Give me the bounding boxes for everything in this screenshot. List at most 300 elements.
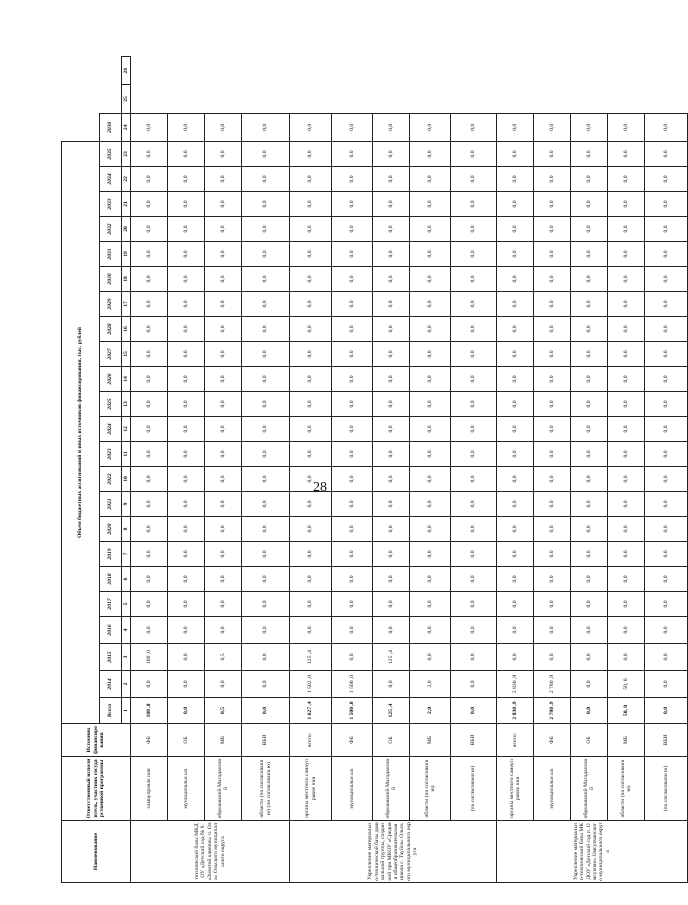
header-index-4: 4 — [122, 617, 131, 644]
row-executor: (по согласовани ю) — [645, 757, 688, 821]
header-index-19: 19 — [122, 242, 131, 267]
row-value-year: 0,0 — [645, 367, 688, 392]
row-source: ОБ — [168, 724, 205, 757]
row-value-year: 0,0 — [645, 267, 688, 292]
row-value-total: 2 830 ,9 — [497, 698, 534, 724]
row-value-year: 0,0 — [373, 367, 410, 392]
row-value-year: 0,0 — [645, 417, 688, 442]
row-value-v2014: 0,0 — [168, 671, 205, 698]
header-index-23: 23 — [122, 141, 131, 166]
row-value-year: 0,0 — [608, 242, 645, 267]
row-source: ВБИ — [451, 724, 497, 757]
row-value-year: 0,0 — [534, 267, 571, 292]
row-value-total: 1 627 ,4 — [290, 698, 332, 724]
row-source: ФБ — [534, 724, 571, 757]
row-value-year: 0,0 — [451, 492, 497, 517]
row-value-year: 0,0 — [205, 567, 242, 592]
row-value-year: 0,0 — [131, 141, 168, 166]
row-value-year: 0,0 — [571, 342, 608, 367]
row-value-year: 0,0 — [497, 113, 534, 141]
row-value-year: 0,0 — [451, 392, 497, 417]
row-value-year: 0,0 — [451, 342, 497, 367]
row-value-year: 0,0 — [608, 342, 645, 367]
row-source: МБ — [608, 724, 645, 757]
row-value-year: 0,0 — [373, 542, 410, 567]
row-value-year: 0,0 — [242, 317, 290, 342]
row-value-year: 0,0 — [373, 517, 410, 542]
row-value-year: 0,0 — [332, 517, 373, 542]
row-value-year: 0,0 — [410, 392, 451, 417]
header-index-22: 22 — [122, 167, 131, 192]
table-row — [242, 57, 290, 883]
table-row — [290, 57, 332, 883]
row-value-year: 0,0 — [332, 267, 373, 292]
row-value-year: 0,0 — [242, 267, 290, 292]
row-value-year: 0,0 — [534, 217, 571, 242]
row-value-year: 0,0 — [205, 217, 242, 242]
row-value-year: 0,0 — [131, 367, 168, 392]
row-executor: образований Магаданской — [205, 757, 242, 821]
row-value-year: 0,0 — [645, 592, 688, 617]
page-number: 28 — [313, 480, 327, 495]
table-row — [410, 57, 451, 883]
header-index-13: 13 — [122, 392, 131, 417]
header-index-9: 9 — [122, 492, 131, 517]
row-value-year: 0,0 — [534, 317, 571, 342]
row-source: ОБ — [373, 724, 410, 757]
row-value-year: 0,0 — [645, 242, 688, 267]
header-year-2022: 2022 — [100, 467, 122, 492]
row-value-year: 0,0 — [645, 567, 688, 592]
row-value-year: 0,0 — [332, 317, 373, 342]
row-value-year: 0,0 — [571, 267, 608, 292]
row-value-year: 0,0 — [373, 317, 410, 342]
row-value-year: 0,0 — [332, 492, 373, 517]
row-value-year: 0,0 — [497, 542, 534, 567]
row-value-year: 0,0 — [497, 342, 534, 367]
header-year-2021: 2021 — [100, 492, 122, 517]
row-value-year: 0,0 — [205, 392, 242, 417]
row-value-year: 0,0 — [410, 217, 451, 242]
row-value-year: 0,0 — [290, 367, 332, 392]
header-executor: Ответственный исполнитель, участник государственной программы — [62, 757, 131, 821]
row-value-year: 0,0 — [451, 567, 497, 592]
row-value-year: 0,0 — [645, 542, 688, 567]
row-executor: муниципальн ых — [332, 757, 373, 821]
row-value-year: 0,0 — [645, 192, 688, 217]
row-value-v2014: 0,0 — [205, 671, 242, 698]
header-index-1: 1 — [122, 698, 131, 724]
row-value-year: 0,0 — [608, 567, 645, 592]
row-value-total: 50, 0 — [608, 698, 645, 724]
row-value-year: 0,0 — [332, 342, 373, 367]
row-value-year: 0,0 — [242, 292, 290, 317]
row-value-year: 0,0 — [608, 467, 645, 492]
row-value-year: 0,0 — [290, 217, 332, 242]
row-value-year: 0,0 — [131, 592, 168, 617]
row-value-v2016: 0,0 — [451, 617, 497, 644]
row-value-year: 0,0 — [608, 192, 645, 217]
row-value-year: 0,0 — [242, 141, 290, 166]
row-value-year: 0,0 — [497, 492, 534, 517]
row-value-v2014: 0,0 — [242, 671, 290, 698]
row-value-year: 0,0 — [168, 367, 205, 392]
row-value-year: 0,0 — [205, 492, 242, 517]
row-value-year: 0,0 — [534, 141, 571, 166]
row-value-year: 0,0 — [168, 542, 205, 567]
table-row — [497, 57, 534, 883]
row-executor: органы местного самоуправле ния — [497, 757, 534, 821]
row-value-year: 0,0 — [571, 467, 608, 492]
row-value-year: 0,0 — [290, 442, 332, 467]
row-value-year: 0,0 — [242, 592, 290, 617]
row-value-year: 0,0 — [497, 592, 534, 617]
row-value-year: 0,0 — [205, 442, 242, 467]
row-value-v2016: 0,0 — [131, 617, 168, 644]
row-value-year: 0,0 — [571, 167, 608, 192]
row-value-total: 1 500 ,0 — [332, 698, 373, 724]
header-index-14: 14 — [122, 367, 131, 392]
row-value-year: 0,0 — [608, 217, 645, 242]
row-name: Укрепление материально-технической базы дошкольной группы, созданной при МКОУ «Средняя общеобразовательная школа с. Тауйск» Ольского муниципального округа — [290, 821, 497, 883]
row-value-year: 0,0 — [131, 492, 168, 517]
row-value-year: 0,0 — [131, 292, 168, 317]
row-value-year: 0,0 — [451, 267, 497, 292]
row-value-year: 0,0 — [534, 592, 571, 617]
row-value-total: 0,5 — [205, 698, 242, 724]
row-value-year: 0,0 — [534, 567, 571, 592]
row-value-year: 0,0 — [373, 267, 410, 292]
row-value-year: 0,0 — [131, 267, 168, 292]
funding-table — [61, 56, 688, 883]
row-value-year: 0,0 — [131, 517, 168, 542]
row-value-year: 0,0 — [645, 113, 688, 141]
row-value-year: 0,0 — [497, 467, 534, 492]
row-value-year: 0,0 — [534, 342, 571, 367]
header-year-2015: 2015 — [100, 644, 122, 671]
row-source: всего: — [290, 724, 332, 757]
header-year-2017: 2017 — [100, 592, 122, 617]
row-value-year: 0,0 — [290, 292, 332, 317]
row-value-v2015: 125 ,4 — [290, 644, 332, 671]
row-value-year: 0,0 — [332, 217, 373, 242]
row-value-v2014: 2 830 ,9 — [497, 671, 534, 698]
row-value-year: 0,0 — [168, 467, 205, 492]
row-value-year: 0,0 — [410, 542, 451, 567]
row-value-year: 0,0 — [373, 567, 410, 592]
row-value-year: 0,0 — [131, 442, 168, 467]
row-value-year: 0,0 — [645, 317, 688, 342]
row-value-year: 0,0 — [534, 467, 571, 492]
row-value-year: 0,0 — [497, 392, 534, 417]
row-value-year: 0,0 — [242, 367, 290, 392]
row-value-year: 0,0 — [645, 392, 688, 417]
header-year-2019: 2019 — [100, 542, 122, 567]
row-value-year: 0,0 — [242, 467, 290, 492]
row-value-total: 2 780 ,9 — [534, 698, 571, 724]
row-value-year: 0,0 — [205, 141, 242, 166]
row-value-v2014: 2,0 — [410, 671, 451, 698]
row-value-v2016: 0,0 — [242, 617, 290, 644]
row-value-year: 0,0 — [608, 317, 645, 342]
row-value-v2015: 125 ,4 — [373, 644, 410, 671]
row-value-year: 0,0 — [534, 367, 571, 392]
row-value-v2015: 0,0 — [332, 644, 373, 671]
row-value-v2014: 2 780 ,9 — [534, 671, 571, 698]
row-value-v2016: 0,0 — [645, 617, 688, 644]
row-value-year: 0,0 — [290, 192, 332, 217]
row-value-year: 0,0 — [168, 267, 205, 292]
header-row-title — [62, 57, 100, 883]
header-year-2027: 2027 — [100, 342, 122, 367]
header-index-16: 16 — [122, 317, 131, 342]
row-value-v2016: 0,0 — [332, 617, 373, 644]
row-value-year: 0,0 — [451, 242, 497, 267]
row-value-year: 0,0 — [131, 542, 168, 567]
row-executor: области (по согласовани ю) — [410, 757, 451, 821]
row-value-year: 0,0 — [571, 417, 608, 442]
header-index-3: 3 — [122, 644, 131, 671]
row-value-year: 0,0 — [205, 517, 242, 542]
row-value-year: 0,0 — [131, 192, 168, 217]
row-value-year: 0,0 — [242, 392, 290, 417]
header-source: Источник финансирования — [62, 724, 131, 757]
row-value-year: 0,0 — [332, 567, 373, 592]
row-value-year: 0,0 — [410, 141, 451, 166]
row-value-year: 0,0 — [608, 367, 645, 392]
row-value-v2014: 1 502 ,0 — [290, 671, 332, 698]
row-value-total: 0,0 — [451, 698, 497, 724]
row-value-year: 0,0 — [534, 492, 571, 517]
row-value-year: 0,0 — [410, 567, 451, 592]
table-row — [131, 57, 168, 883]
row-value-year: 0,0 — [497, 192, 534, 217]
row-value-year: 0,0 — [497, 167, 534, 192]
row-value-year: 0,0 — [410, 417, 451, 442]
row-value-year: 0,0 — [168, 141, 205, 166]
row-value-v2015: 0,0 — [608, 644, 645, 671]
row-value-year: 0,0 — [373, 342, 410, 367]
row-value-year: 0,0 — [242, 417, 290, 442]
row-value-year: 0,0 — [242, 167, 290, 192]
header-year-2016: 2016 — [100, 617, 122, 644]
row-value-year: 0,0 — [168, 492, 205, 517]
row-value-year: 0,0 — [534, 417, 571, 442]
row-value-year: 0,0 — [373, 467, 410, 492]
row-value-year: 0,0 — [534, 392, 571, 417]
row-value-year: 0,0 — [497, 367, 534, 392]
row-value-year: 0,0 — [332, 167, 373, 192]
header-year-2018: 2018 — [100, 567, 122, 592]
row-source: ФБ — [131, 724, 168, 757]
header-index-20: 20 — [122, 217, 131, 242]
row-value-year: 0,0 — [242, 442, 290, 467]
row-value-year: 0,0 — [373, 141, 410, 166]
row-value-year: 0,0 — [131, 167, 168, 192]
header-name: Наименование — [62, 821, 131, 883]
row-value-year: 0,0 — [410, 467, 451, 492]
row-value-year: 0,0 — [332, 192, 373, 217]
row-value-year: 0,0 — [608, 141, 645, 166]
row-value-year: 0,0 — [410, 167, 451, 192]
row-value-year: 0,0 — [332, 592, 373, 617]
row-value-year: 0,0 — [205, 417, 242, 442]
row-value-total: 0,0 — [645, 698, 688, 724]
row-value-year: 0,0 — [497, 517, 534, 542]
row-value-year: 0,0 — [497, 567, 534, 592]
row-value-year: 0,0 — [205, 542, 242, 567]
row-value-year: 0,0 — [373, 492, 410, 517]
row-value-year: 0,0 — [205, 267, 242, 292]
row-value-v2016: 0,0 — [534, 617, 571, 644]
rotated-table-container — [61, 56, 669, 883]
row-value-year: 0,0 — [451, 141, 497, 166]
row-value-year: 0,0 — [451, 192, 497, 217]
row-value-year: 0,0 — [571, 242, 608, 267]
row-value-year: 0,0 — [131, 217, 168, 242]
row-value-v2016: 0,0 — [205, 617, 242, 644]
row-value-v2015: 0,0 — [451, 644, 497, 671]
row-source: МБ — [205, 724, 242, 757]
header-index-21: 21 — [122, 192, 131, 217]
table-row — [451, 57, 497, 883]
row-value-year: 0,0 — [205, 467, 242, 492]
row-value-year: 0,0 — [497, 141, 534, 166]
row-value-year: 0,0 — [131, 113, 168, 141]
row-value-year: 0,0 — [410, 442, 451, 467]
row-value-year: 0,0 — [534, 167, 571, 192]
row-value-year: 0,0 — [373, 417, 410, 442]
header-funding-title: Объем бюджетных ассигнований и иных источников финансирования, тыс. рублей — [62, 141, 100, 723]
row-executor: области (по согласовани ю) — [608, 757, 645, 821]
row-value-year: 0,0 — [332, 442, 373, 467]
row-value-year: 0,0 — [645, 141, 688, 166]
row-value-v2016: 0,0 — [497, 617, 534, 644]
header-year-2024: 2024 — [100, 417, 122, 442]
row-value-year: 0,0 — [451, 517, 497, 542]
row-value-year: 0,0 — [410, 517, 451, 542]
row-value-year: 0,0 — [332, 292, 373, 317]
row-value-year: 0,0 — [571, 317, 608, 342]
row-value-year: 0,0 — [373, 592, 410, 617]
row-value-year: 0,0 — [290, 567, 332, 592]
row-value-v2015: 0,0 — [168, 644, 205, 671]
row-value-year: 0,0 — [410, 492, 451, 517]
row-value-year: 0,0 — [608, 492, 645, 517]
header-index-17: 17 — [122, 292, 131, 317]
row-value-year: 0,0 — [608, 442, 645, 467]
header-index-25: 25 — [122, 85, 131, 113]
header-year-2029: 2029 — [100, 292, 122, 317]
row-value-year: 0,0 — [571, 392, 608, 417]
row-value-year: 0,0 — [373, 113, 410, 141]
row-value-year: 0,0 — [332, 467, 373, 492]
row-value-year: 0,0 — [242, 492, 290, 517]
row-value-year: 0,0 — [373, 392, 410, 417]
row-value-year: 0,0 — [290, 317, 332, 342]
row-value-year: 0,0 — [242, 242, 290, 267]
row-value-year: 0,0 — [571, 141, 608, 166]
row-value-year: 0,0 — [242, 517, 290, 542]
header-year-2014: 2014 — [100, 671, 122, 698]
row-value-year: 0,0 — [571, 567, 608, 592]
row-source: ВБИ — [645, 724, 688, 757]
row-value-year: 0,0 — [290, 542, 332, 567]
row-value-year: 0,0 — [534, 542, 571, 567]
row-value-year: 0,0 — [410, 113, 451, 141]
row-value-year: 0,0 — [451, 113, 497, 141]
header-index-7: 7 — [122, 542, 131, 567]
header-total: Всего — [100, 698, 122, 724]
header-index-6: 6 — [122, 567, 131, 592]
row-value-year: 0,0 — [571, 192, 608, 217]
row-value-v2014: 1 500 ,0 — [332, 671, 373, 698]
row-executor: области (по согласовани ю) (по согласовани ю) — [242, 757, 290, 821]
row-value-v2014: 0,0 — [131, 671, 168, 698]
row-value-v2015: 0,0 — [410, 644, 451, 671]
row-value-year: 0,0 — [451, 592, 497, 617]
header-year-2025: 2025 — [100, 392, 122, 417]
header-year-2034: 2034 — [100, 167, 122, 192]
header-year-2020: 2020 — [100, 517, 122, 542]
row-value-year: 0,0 — [451, 417, 497, 442]
header-index-2: 2 — [122, 671, 131, 698]
row-value-year: 0,0 — [131, 317, 168, 342]
table-row — [168, 57, 205, 883]
row-executor: муниципальн ых — [534, 757, 571, 821]
row-value-year: 0,0 — [205, 167, 242, 192]
row-value-year: 0,0 — [290, 342, 332, 367]
row-value-year: 0,0 — [410, 242, 451, 267]
row-value-year: 0,0 — [205, 317, 242, 342]
row-value-year: 0,0 — [451, 317, 497, 342]
row-value-year: 0,0 — [290, 392, 332, 417]
row-value-year: 0,0 — [497, 442, 534, 467]
header-year-2026: 2026 — [100, 367, 122, 392]
row-value-v2016: 0,0 — [373, 617, 410, 644]
row-value-year: 0,0 — [168, 317, 205, 342]
row-value-year: 0,0 — [410, 267, 451, 292]
row-value-v2016: 0,0 — [410, 617, 451, 644]
row-value-v2014: 0,0 — [373, 671, 410, 698]
row-value-year: 0,0 — [290, 592, 332, 617]
row-value-year: 0,0 — [571, 217, 608, 242]
header-year-2030: 2030 — [100, 267, 122, 292]
table-row — [205, 57, 242, 883]
row-value-year: 0,0 — [451, 167, 497, 192]
row-value-year: 0,0 — [497, 217, 534, 242]
header-index-12: 12 — [122, 417, 131, 442]
row-value-year: 0,0 — [497, 242, 534, 267]
row-value-v2015: 100 ,0 — [131, 644, 168, 671]
row-value-year: 0,0 — [168, 192, 205, 217]
row-value-total: 0,0 — [571, 698, 608, 724]
row-value-year: 0,0 — [373, 292, 410, 317]
row-source: ВБИ — [242, 724, 290, 757]
row-value-year: 0,0 — [131, 392, 168, 417]
row-value-year: 0,0 — [608, 167, 645, 192]
row-value-year: 0,0 — [571, 442, 608, 467]
row-value-year: 0,0 — [410, 342, 451, 367]
row-value-v2016: 0,0 — [571, 617, 608, 644]
row-value-year: 0,0 — [242, 192, 290, 217]
row-value-year: 0,0 — [168, 517, 205, 542]
row-executor: (по согласовани ю) — [451, 757, 497, 821]
row-value-year: 0,0 — [608, 417, 645, 442]
row-value-year: 0,0 — [534, 292, 571, 317]
row-name: технической базы МКДОУ «Детский сад № 6 «Золотой ключик» п. Ола» Ольского муниципального округа — [131, 821, 290, 883]
row-value-year: 0,0 — [608, 392, 645, 417]
